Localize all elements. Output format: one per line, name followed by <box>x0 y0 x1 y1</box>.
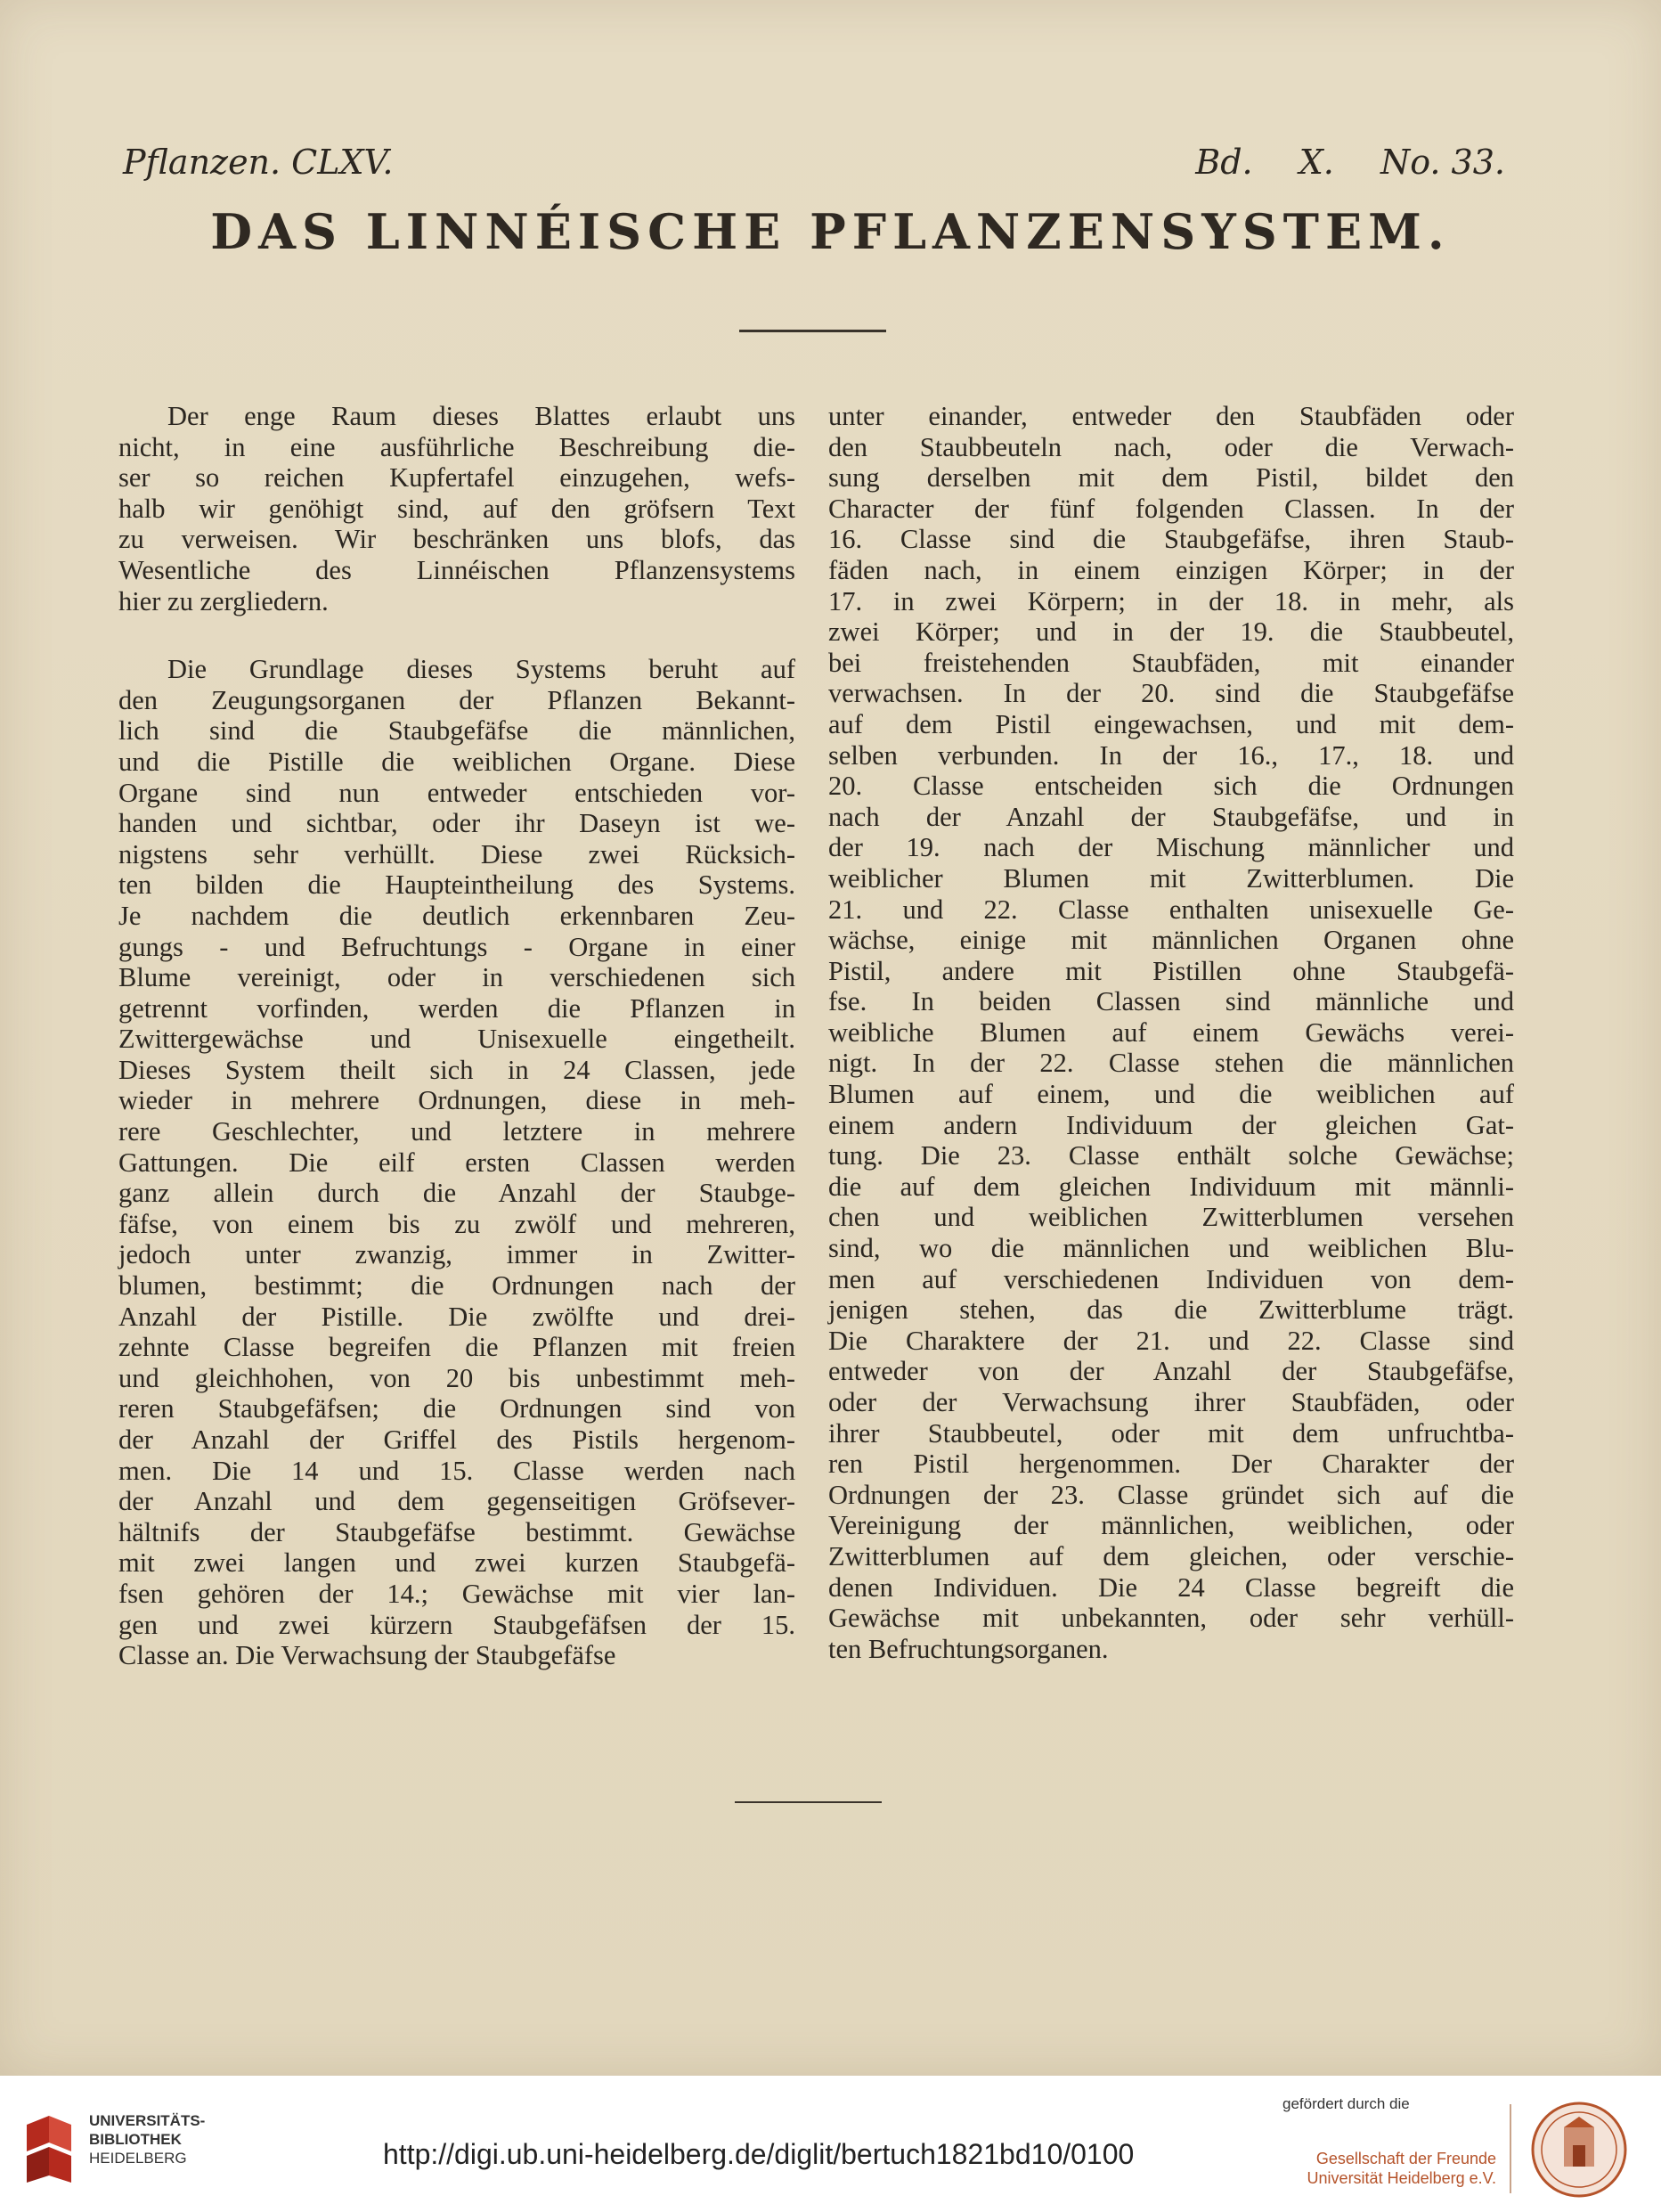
text-line: denen Individuen. Die 24 Classe begreift die <box>828 1571 1514 1603</box>
text-line: gungs - und Befruchtungs - Organe in einer <box>118 931 795 962</box>
text-line: Wesentliche des Linnéischen Pflanzensystems <box>118 554 795 585</box>
text-line: auf dem Pistil eingewachsen, und mit dem- <box>828 708 1514 739</box>
text-line: ren Pistil hergenommen. Der Charakter der <box>828 1449 1514 1480</box>
text-line: Blumen auf einem, und die weiblichen auf <box>828 1079 1514 1110</box>
text-line: Gattungen. Die eilf ersten Classen werden <box>118 1147 795 1178</box>
text-line: nigstens sehr verhüllt. Diese zwei Rücksich- <box>118 838 795 869</box>
text-line: 20. Classe entscheiden sich die Ordnungen <box>828 771 1514 802</box>
sponsor-label: gefördert durch die <box>1282 2095 1410 2112</box>
text-line: unter einander, entweder den Staubfäden oder <box>828 401 1514 431</box>
text-line: Je nachdem die deutlich erkennbaren Zeu- <box>118 900 795 931</box>
text-line: und die Pistille die weiblichen Organe. Diese <box>118 746 795 777</box>
text-line: getrennt vorfinden, werden die Pflanzen in <box>118 992 795 1024</box>
text-line: wächse, einige mit männlichen Organen ohne <box>828 925 1514 956</box>
library-name-line2: BIBLIOTHEK <box>89 2131 182 2148</box>
library-name-line3: HEIDELBERG <box>89 2150 187 2167</box>
text-line: nach der Anzahl der Staubgefäfse, und in <box>828 801 1514 832</box>
right-text-column <box>828 401 1514 1664</box>
digitization-footer <box>0 2076 1661 2212</box>
text-line: Zwittergewächse und Unisexuelle eingetheilt. <box>118 1024 795 1055</box>
text-line: Gewächse mit unbekannten, oder sehr verhüll- <box>828 1603 1514 1634</box>
text-line: Pistil, andere mit Pistillen ohne Staubgefä- <box>828 955 1514 986</box>
footer-divider <box>1510 2104 1511 2193</box>
library-name <box>89 2111 205 2167</box>
text-line: Classe an. Die Verwachsung der Staubgefäfse <box>118 1640 616 1671</box>
text-line: der Anzahl der Griffel des Pistils hergenom- <box>118 1424 795 1455</box>
text-line: und gleichhohen, von 20 bis unbestimmt meh- <box>118 1362 795 1393</box>
text-line: der Anzahl und dem gegenseitigen Gröfsever- <box>118 1486 795 1517</box>
text-line: men. Die 14 und 15. Classe werden nach <box>118 1455 795 1486</box>
text-line: ganz allein durch die Anzahl der Staubge- <box>118 1178 795 1209</box>
page-title: DAS LINNÉISCHE PFLANZENSYSTEM. <box>210 203 1451 260</box>
text-line: hier zu zergliedern. <box>118 585 329 616</box>
text-line: selben verbunden. In der 16., 17., 18. und <box>828 739 1514 771</box>
text-line: ten bilden die Haupteintheilung des Systems. <box>118 869 795 901</box>
running-header <box>116 143 1505 196</box>
text-line: weiblicher Blumen mit Zwitterblumen. Die <box>828 862 1514 894</box>
text-line: nicht, in eine ausführliche Beschreibung die- <box>118 431 795 462</box>
text-line: mit zwei langen und zwei kurzen Staubgefä- <box>118 1547 795 1579</box>
text-line: 16. Classe sind die Staubgefäfse, ihren Staub- <box>828 524 1514 555</box>
text-line: die auf dem gleichen Individuum mit männli- <box>828 1171 1514 1202</box>
text-line: Zwitterblumen auf dem gleichen, oder verschie- <box>828 1540 1514 1571</box>
text-line: einem andern Individuum der gleichen Gat- <box>828 1109 1514 1140</box>
text-line: fäden nach, in einem einzigen Körper; in der <box>828 554 1514 585</box>
text-line: reren Staubgefäfsen; die Ordnungen sind von <box>118 1393 795 1424</box>
text-line: rere Geschlechter, und letztere in mehrere <box>118 1116 795 1147</box>
text-line: jenigen stehen, das die Zwitterblume trägt. <box>828 1294 1514 1326</box>
text-line: jedoch unter zwanzig, immer in Zwitter- <box>118 1239 795 1270</box>
society-name <box>1291 2149 1496 2188</box>
society-name-line1: Gesellschaft der Freunde <box>1315 2150 1496 2167</box>
text-line: Der enge Raum dieses Blattes erlaubt uns <box>167 401 795 431</box>
text-line: 21. und 22. Classe enthalten unisexuelle Ge- <box>828 894 1514 925</box>
header-number: No. 33. <box>1380 143 1505 182</box>
text-line: Vereinigung der männlichen, weiblichen, oder <box>828 1510 1514 1541</box>
text-line: wieder in mehrere Ordnungen, diese in meh- <box>118 1085 795 1116</box>
text-line: Ordnungen der 23. Classe gründet sich auf die <box>828 1479 1514 1510</box>
text-line: tung. Die 23. Classe enthält solche Gewächse; <box>828 1140 1514 1171</box>
text-line: ihrer Staubbeutel, oder mit dem unfruchtba- <box>828 1417 1514 1449</box>
text-line: den Staubbeuteln nach, oder die Verwach- <box>828 431 1514 462</box>
library-logo-icon <box>18 2111 80 2183</box>
text-line: Anzahl der Pistille. Die zwölfte und drei- <box>118 1301 795 1332</box>
university-seal-icon <box>1530 2101 1628 2199</box>
text-line: entweder von der Anzahl der Staubgefäfse, <box>828 1356 1514 1387</box>
text-line: Organe sind nun entweder entschieden vor- <box>118 777 795 808</box>
text-line: hältnifs der Staubgefäfse bestimmt. Gewächse <box>118 1516 795 1547</box>
text-line: fäfse, von einem bis zu zwölf und mehreren, <box>118 1208 795 1239</box>
permalink-url[interactable]: http://digi.ub.uni-heidelberg.de/diglit/bertuch1821bd10/0100 <box>383 2138 1135 2170</box>
text-line: weibliche Blumen auf einem Gewächs verei- <box>828 1016 1514 1048</box>
text-line: den Zeugungsorganen der Pflanzen Bekannt- <box>118 684 795 715</box>
text-line: zwei Körper; und in der 19. die Staubbeutel, <box>828 616 1514 648</box>
text-line: sind, wo die männlichen und weiblichen Blu- <box>828 1233 1514 1264</box>
text-line: oder der Verwachsung ihrer Staubfäden, oder <box>828 1387 1514 1417</box>
header-volume: X. <box>1299 143 1334 182</box>
text-line: nigt. In der 22. Classe stehen die männlichen <box>828 1048 1514 1079</box>
text-line: bei freistehenden Staubfäden, mit einander <box>828 647 1514 678</box>
text-line: halb wir genöhigt sind, auf den gröfsern Text <box>118 493 795 524</box>
text-line: verwachsen. In der 20. sind die Staubgefäfse <box>828 678 1514 709</box>
end-divider <box>735 1801 882 1803</box>
text-line: men auf verschiedenen Individuen von dem- <box>828 1263 1514 1294</box>
text-line: blumen, bestimmt; die Ordnungen nach der <box>118 1270 795 1302</box>
header-bd: Bd. <box>1195 143 1253 182</box>
text-line: zu verweisen. Wir beschränken uns blofs, das <box>118 524 795 555</box>
text-line: ser so reichen Kupfertafel einzugehen, wefs- <box>118 462 795 494</box>
header-volume-info <box>1160 143 1505 182</box>
text-line: 17. in zwei Körpern; in der 18. in mehr, als <box>828 585 1514 616</box>
paragraph <box>828 401 1514 1664</box>
paragraph <box>118 654 795 1671</box>
text-line: handen und sichtbar, oder ihr Daseyn ist we- <box>118 808 795 839</box>
text-line: chen und weiblichen Zwitterblumen versehen <box>828 1202 1514 1233</box>
text-line: Die Grundlage dieses Systems beruht auf <box>167 654 795 685</box>
text-line: fsen gehören der 14.; Gewächse mit vier lan- <box>118 1578 795 1609</box>
text-line: sung derselben mit dem Pistil, bildet den <box>828 462 1514 494</box>
paragraph <box>118 401 795 616</box>
text-line: lich sind die Staubgefäfse die männlichen, <box>118 715 795 747</box>
left-text-column <box>118 401 795 1671</box>
title-divider <box>739 330 886 332</box>
text-line: fse. In beiden Classen sind männliche und <box>828 986 1514 1017</box>
text-line: Die Charaktere der 21. und 22. Classe sind <box>828 1325 1514 1356</box>
header-section-label: Pflanzen. CLXV. <box>123 143 394 182</box>
text-line: Dieses System theilt sich in 24 Classen, jede <box>118 1054 795 1085</box>
text-line: zehnte Classe begreifen die Pflanzen mit freien <box>118 1332 795 1363</box>
text-line: gen und zwei kürzern Staubgefäfsen der 15. <box>118 1609 795 1640</box>
text-line: Character der fünf folgenden Classen. In der <box>828 493 1514 524</box>
society-name-line2: Universität Heidelberg e.V. <box>1307 2169 1496 2187</box>
library-name-line1: UNIVERSITÄTS- <box>89 2112 206 2129</box>
text-line: ten Befruchtungsorganen. <box>828 1633 1109 1664</box>
text-line: Blume vereinigt, oder in verschiedenen sich <box>118 962 795 993</box>
text-line: der 19. nach der Mischung männlicher und <box>828 832 1514 863</box>
